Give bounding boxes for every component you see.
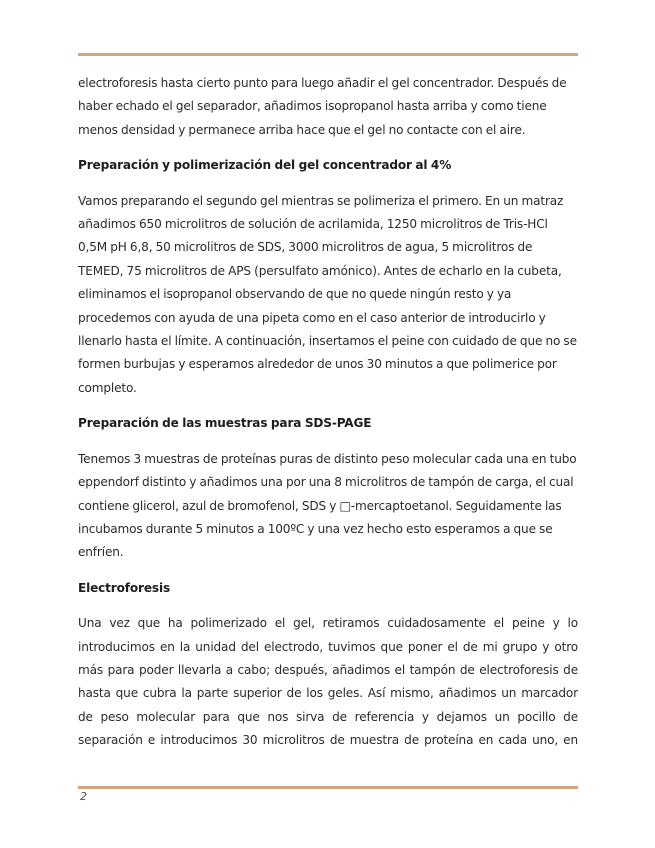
heading-electroforesis: Electroforesis (78, 580, 171, 595)
page-content (78, 72, 578, 753)
footer-rule (78, 786, 578, 789)
paragraph-electroforesis (78, 612, 578, 752)
paragraph-line: más para poder llevarla a cabo; después, añadimos el tampón de electroforesis de (78, 662, 578, 677)
heading-preparacion-muestras: Preparación de las muestras para SDS-PAGE (78, 416, 372, 431)
paragraph-line: hasta que cubra la parte superior de los geles. Así mismo, añadimos un marcador (78, 686, 578, 701)
paragraph-gel-concentrador: Vamos preparando el segundo gel mientras se polimeriza el primero. En un matraz añadimos 650 microlitros de solución de acrilamida, 1250 microlitros de Tris-HCl 0,5M pH 6,8, 50 microlitros de SDS, 3000 microlitros de agua, 5 microlitros de TEMED, 75 microlitros de APS (persulfato amónico). Antes de echarlo en la cubeta, eliminamos el isopropanol observando de que no quede ningún resto y ya procedemos con ayuda de una pipeta como en el caso anterior de introducirlo y llenarlo hasta el límite. A continuación, insertamos el peine con cuidado de que no se formen burbujas y esperamos alrededor de unos 30 minutos a que polimerice por completo. (78, 193, 577, 395)
heading-gel-concentrador: Preparación y polimerización del gel concentrador al 4% (78, 158, 452, 173)
header-rule (78, 53, 578, 56)
paragraph-line: separación e introducimos 30 microlitros de muestra de proteína en cada uno, en (78, 733, 578, 748)
paragraph-line: de peso molecular para que nos sirva de referencia y dejamos un pocillo de (78, 709, 578, 724)
paragraph-preparacion-muestras: Tenemos 3 muestras de proteínas puras de distinto peso molecular cada una en tubo eppendorf distinto y añadimos una por una 8 microlitros de tampón de carga, el cual contiene glicerol, azul de bromofenol, SDS y □-mercaptoetanol. Seguidamente las incubamos durante 5 minutos a 100ºC y una vez hecho esto esperamos a que se enfríen. (78, 451, 577, 560)
paragraph-line: introducimos en la unidad del electrodo, tuvimos que poner el de mi grupo y otro (78, 639, 578, 654)
page-number: 2 (80, 790, 87, 803)
paragraph-line: Una vez que ha polimerizado el gel, retiramos cuidadosamente el peine y lo (78, 616, 578, 631)
paragraph-intro: electroforesis hasta cierto punto para luego añadir el gel concentrador. Después de haber echado el gel separador, añadimos isopropanol hasta arriba y como tiene menos densidad y permanece arriba hace que el gel no contacte con el aire. (78, 76, 567, 137)
